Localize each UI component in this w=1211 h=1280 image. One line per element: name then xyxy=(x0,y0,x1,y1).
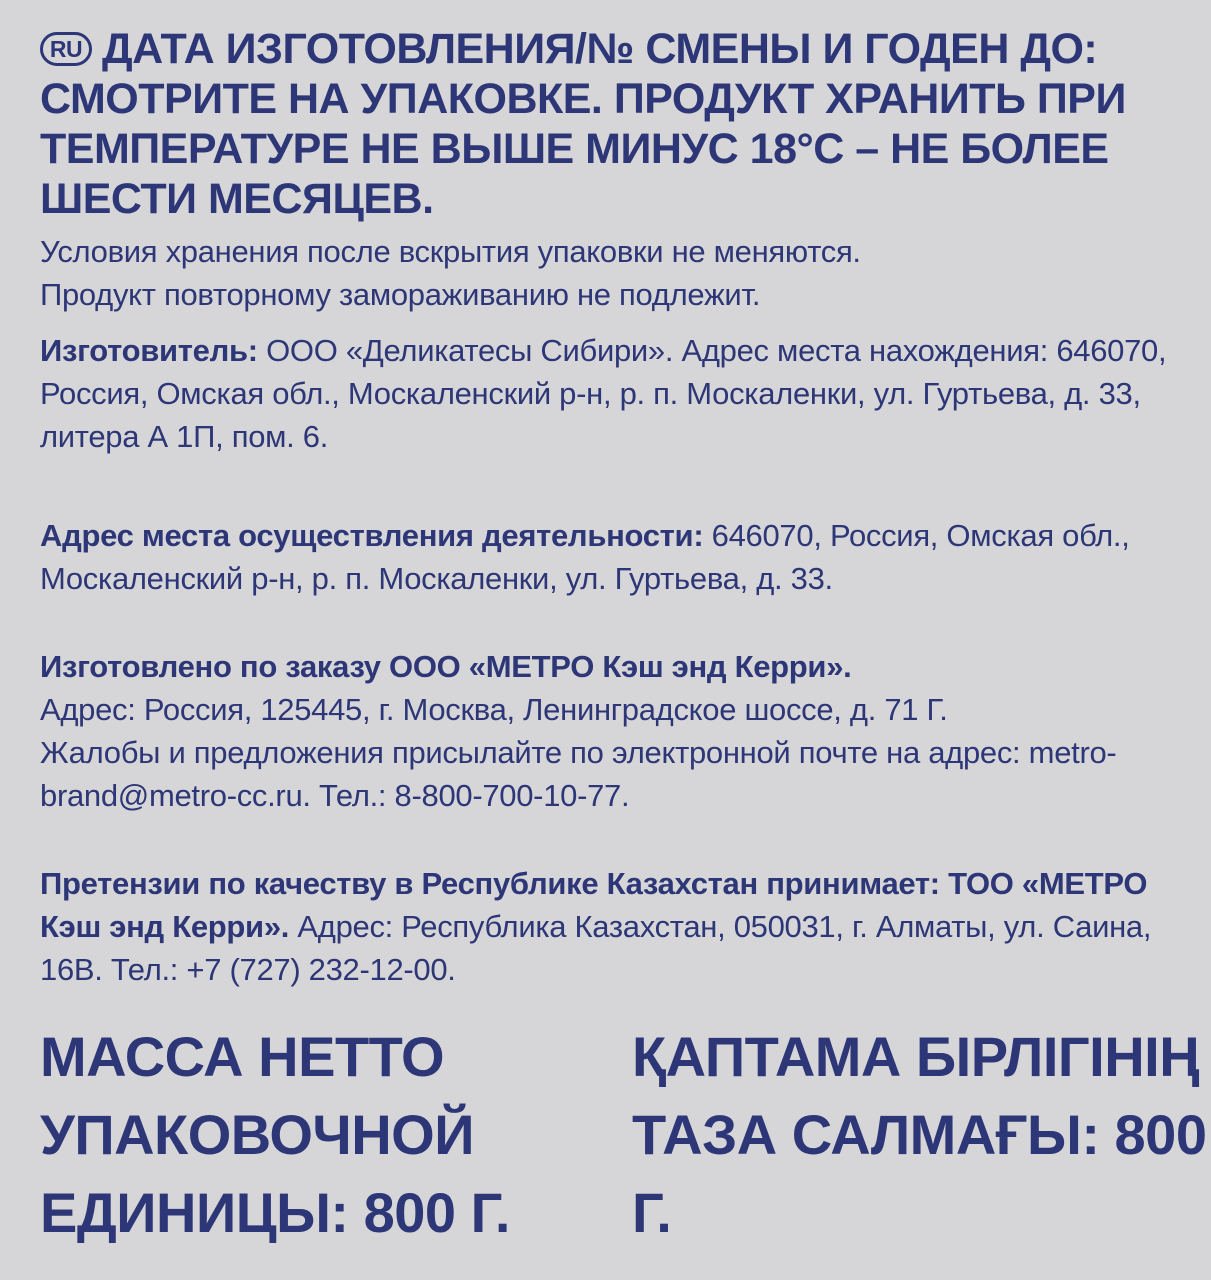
kazakhstan-claims xyxy=(40,862,1205,991)
activity-text: 646070, Россия, Омская обл., Москаленский р-н, р. п. Москаленки, ул. Гуртьева, д. 33. xyxy=(40,518,1130,596)
storage-conditions xyxy=(40,230,1205,316)
claims-label: Претензии по качеству в Республике Казахстан принимает: ТОО «МЕТРО Кэш энд Керри». xyxy=(40,866,1148,944)
manufacturer-text: ООО «Деликатесы Сибири». Адрес места нахождения: 646070, Россия, Омская обл., Москаленский р-н, р. п. Москаленки, ул. Гуртьева, д. 33, литера А 1П, пом. 6. xyxy=(40,333,1167,454)
net-weight-kz: ҚАПТАМА БІРЛІГІНІҢ ТАЗА САЛМАҒЫ: 800 Г. xyxy=(632,1025,1207,1244)
expiry-heading xyxy=(40,24,1190,224)
storage-line-opened: Условия хранения после вскрытия упаковки не меняются. xyxy=(40,234,861,269)
manufacturer-label: Изготовитель: xyxy=(40,333,258,368)
activity-address xyxy=(40,514,1205,600)
claims-text: Адрес: Республика Казахстан, 050031, г. Алматы, ул. Саина, 16В. Тел.: +7 (727) 232-12-00. xyxy=(40,909,1152,987)
storage-line-refreeze: Продукт повторному замораживанию не подлежит. xyxy=(40,277,761,312)
ordered-by-info xyxy=(40,645,1205,817)
net-weight-ru: МАССА НЕТТО УПАКОВОЧНОЙ ЕДИНИЦЫ: 800 Г. xyxy=(40,1025,510,1244)
complaints-contact: Жалобы и предложения присылайте по электронной почте на адрес: metro-brand@metro-cc.ru. Тел.: 8-800-700-10-77. xyxy=(40,735,1117,813)
ordered-address: Адрес: Россия, 125445, г. Москва, Ленинградское шоссе, д. 71 Г. xyxy=(40,692,948,727)
manufacturer-info xyxy=(40,329,1205,458)
activity-label: Адрес места осуществления деятельности: xyxy=(40,518,704,553)
language-badge-ru: RU xyxy=(40,32,92,66)
ordered-label: Изготовлено по заказу ООО «МЕТРО Кэш энд Керри». xyxy=(40,649,852,684)
expiry-heading-text: ДАТА ИЗГОТОВЛЕНИЯ/№ СМЕНЫ И ГОДЕН ДО: СМОТРИТЕ НА УПАКОВКЕ. ПРОДУКТ ХРАНИТЬ ПРИ ТЕМПЕРАТУРЕ НЕ ВЫШЕ МИНУС 18°С – НЕ БОЛЕЕ ШЕСТИ МЕСЯЦЕВ. xyxy=(40,25,1126,223)
